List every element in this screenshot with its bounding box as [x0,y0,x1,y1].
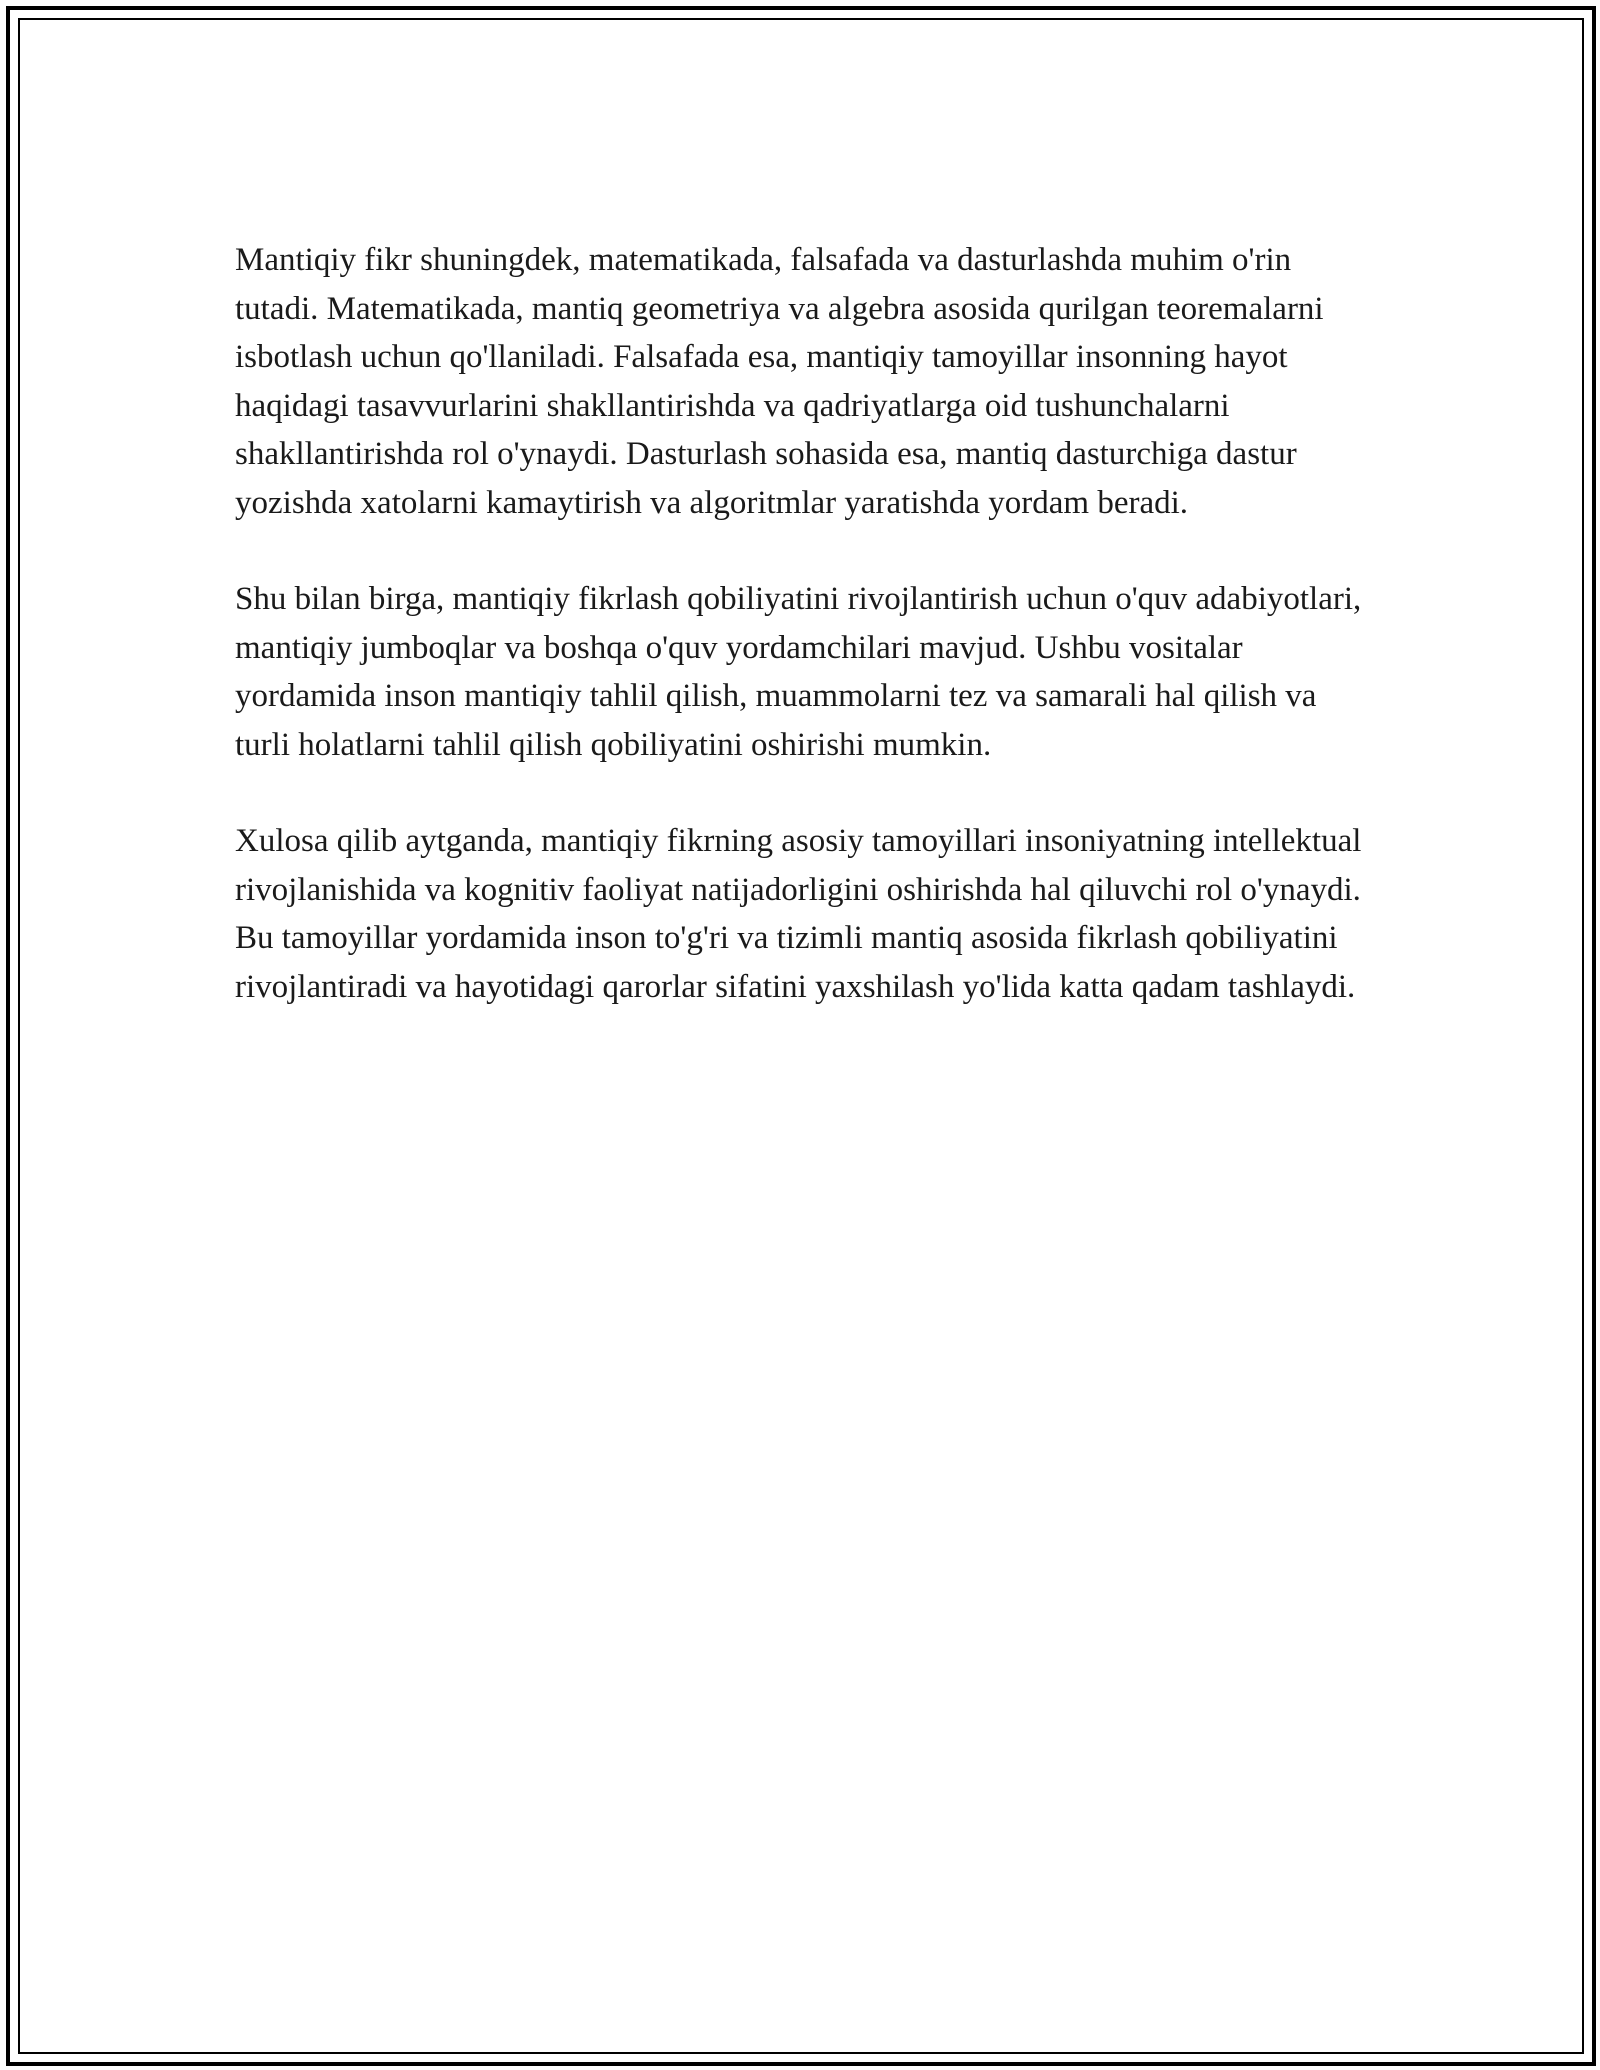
paragraph-1: Mantiqiy fikr shuningdek, matematikada, falsafada va dasturlashda muhim o'rin tutadi. Matematikada, mantiq geometriya va algebra asosida qurilgan teoremalarni isbotlash uchun qo'llaniladi. Falsafada esa, mantiqiy tamoyillar insonning hayot haqidagi tasavvurlarini shakllantirishda va qadriyatlarga oid tushunchalarni shakllantirishda rol o'ynaydi. Dasturlash sohasida esa, mantiq dasturchiga dastur yozishda xatolarni kamaytirish va algoritmlar yaratishda yordam beradi. [235,242,1324,521]
paragraph-3: Xulosa qilib aytganda, mantiqiy fikrning asosiy tamoyillari insoniyatning intellektual rivojlanishida va kognitiv faoliyat natijadorligini oshirishda hal qiluvchi rol o'ynaydi. Bu tamoyillar yordamida inson to'g'ri va tizimli mantiq asosida fikrlash qobiliyatini rivojlantiradi va hayotidagi qarorlar sifatini yaxshilash yo'lida katta qadam tashlaydi. [235,823,1362,1005]
document-body [235,236,1375,1059]
paragraph-2: Shu bilan birga, mantiqiy fikrlash qobiliyatini rivojlantirish uchun o'quv adabiyotlari, mantiqiy jumboqlar va boshqa o'quv yordamchilari mavjud. Ushbu vositalar yordamida inson mantiqiy tahlil qilish, muammolarni tez va samarali hal qilish va turli holatlarni tahlil qilish qobiliyatini oshirishi mumkin. [235,581,1362,763]
